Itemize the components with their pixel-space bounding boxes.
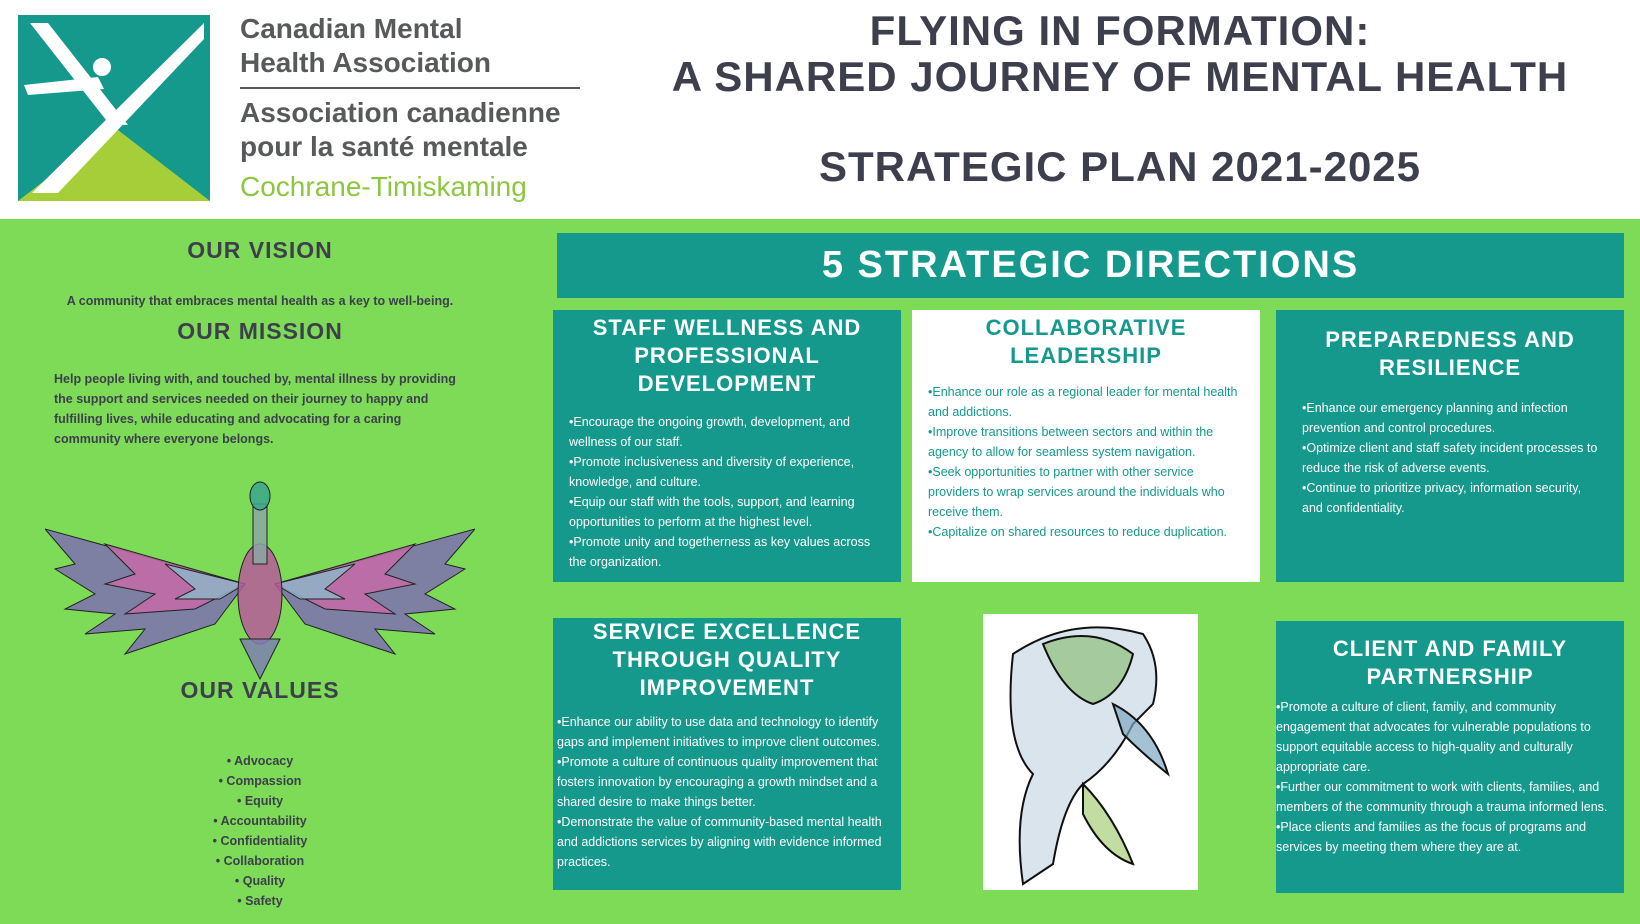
card-list (1276, 697, 1624, 857)
list-item: • Promote unity and togetherness as key values across the organization. (569, 532, 885, 572)
card-title: STAFF WELLNESS AND PROFESSIONAL DEVELOPMENT (592, 315, 862, 396)
list-item: • Demonstrate the value of community-based mental health and addictions services by aligning with evidence informed practices. (557, 812, 897, 872)
card-list (569, 412, 885, 572)
list-item: • Enhance our emergency planning and infection prevention and control procedures. (1302, 398, 1598, 438)
org-name-french: Association canadienne pour la santé mentale (240, 97, 561, 162)
vision-text: A community that embraces mental health as a key to well-being. (66, 294, 454, 308)
list-item: • Safety (237, 894, 283, 908)
direction-card-collaborative-leadership (912, 310, 1260, 582)
list-item: • Enhance our role as a regional leader for mental health and addictions. (928, 382, 1244, 422)
values-heading: OUR VALUES (180, 677, 340, 703)
header (0, 0, 1640, 219)
list-item: • Capitalize on shared resources to reduce duplication. (928, 522, 1244, 542)
list-item: • Advocacy (226, 754, 294, 768)
list-item: • Collaboration (215, 854, 305, 868)
list-item: • Encourage the ongoing growth, development, and wellness of our staff. (569, 412, 885, 452)
card-list (557, 712, 897, 872)
card-title: COLLABORATIVE LEADERSHIP (985, 315, 1187, 368)
list-item: • Continue to prioritize privacy, information security, and confidentiality. (1302, 478, 1598, 518)
bird-illustration-icon (45, 474, 475, 684)
cmha-logo-icon (18, 15, 210, 201)
card-list (928, 382, 1244, 542)
direction-card-client-family (1276, 621, 1624, 893)
directions-banner: 5 STRATEGIC DIRECTIONS (557, 233, 1624, 298)
divider (240, 87, 580, 89)
list-item: • Place clients and families as the focus of programs and services by meeting them where they are at. (1276, 817, 1624, 857)
list-item: • Promote inclusiveness and diversity of experience, knowledge, and culture. (569, 452, 885, 492)
direction-card-service-excellence (553, 618, 901, 890)
list-item: • Accountability (213, 814, 307, 828)
list-item: • Quality (234, 874, 286, 888)
portrait-illustration-icon (983, 614, 1198, 890)
title-line-1: FLYING IN FORMATION: (869, 7, 1371, 54)
list-item: • Equip our staff with the tools, support, and learning opportunities to perform at the highest level. (569, 492, 885, 532)
title-line-2: A SHARED JOURNEY OF MENTAL HEALTH (671, 53, 1569, 100)
list-item: • Confidentiality (212, 834, 308, 848)
list-item: • Compassion (218, 774, 302, 788)
list-item: • Equity (236, 794, 284, 808)
list-item: • Enhance our ability to use data and technology to identify gaps and implement initiatives to improve client outcomes. (557, 712, 897, 752)
card-title: SERVICE EXCELLENCE THROUGH QUALITY IMPROVEMENT (592, 619, 862, 700)
direction-card-staff-wellness (553, 310, 901, 582)
mission-text: Help people living with, and touched by, mental illness by providing the support and services needed on their journey to happy and fulfilling lives, while educating and advocating for a caring community where everyone belongs. (54, 372, 456, 446)
list-item: • Optimize client and staff safety incident processes to reduce the risk of adverse events. (1302, 438, 1598, 478)
portrait-drawing-icon (983, 614, 1198, 890)
list-item: • Further our commitment to work with clients, families, and members of the community through a trauma informed lens. (1276, 777, 1624, 817)
org-branch: Cochrane-Timiskaming (240, 171, 527, 202)
org-name-english: Canadian Mental Health Association (240, 13, 492, 78)
list-item: • Seek opportunities to partner with other service providers to wrap services around the individuals who receive them. (928, 462, 1244, 522)
title-line-3: STRATEGIC PLAN 2021-2025 (818, 143, 1422, 190)
card-title: CLIENT AND FAMILY PARTNERSHIP (1332, 636, 1568, 689)
list-item: • Promote a culture of continuous quality improvement that fosters innovation by encouraging a growth mindset and a shared desire to make things better. (557, 752, 897, 812)
list-item: • Improve transitions between sectors and within the agency to allow for seamless system navigation. (928, 422, 1244, 462)
list-item: • Promote a culture of client, family, and community engagement that advocates for vulnerable populations to support equitable access to high-quality and culturally appropriate care. (1276, 697, 1624, 777)
card-list (1302, 398, 1598, 518)
vision-heading: OUR VISION (187, 237, 333, 263)
values-list (0, 751, 520, 911)
direction-card-preparedness (1276, 310, 1624, 582)
card-title: PREPAREDNESS AND RESILIENCE (1325, 327, 1575, 380)
mission-heading: OUR MISSION (177, 318, 343, 344)
page-title (640, 8, 1600, 190)
